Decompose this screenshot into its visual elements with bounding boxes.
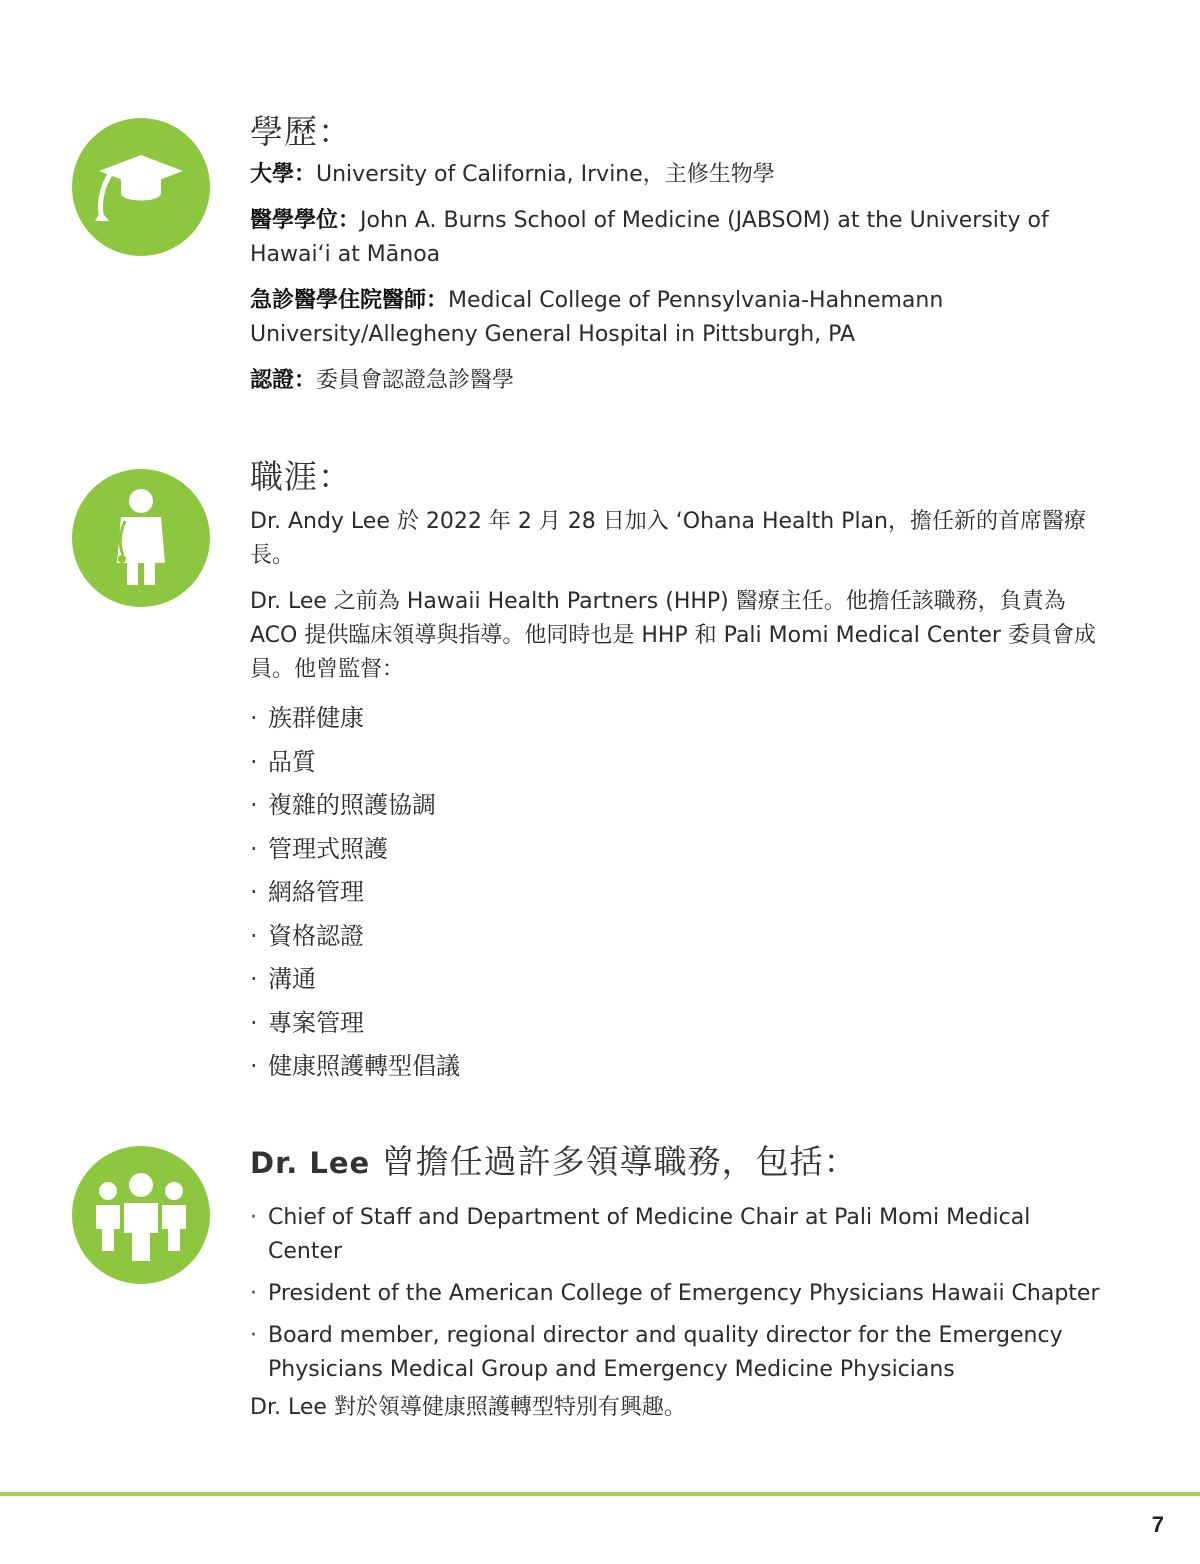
career-content [250, 455, 1110, 1089]
leadership-roles-list [250, 1201, 1110, 1387]
education-residency [250, 284, 1110, 352]
list-item: · Board member, regional director and quality director for the Emergency Physicians Medical Group and Emergency Medicine Physicians [250, 1319, 1110, 1387]
education-university [250, 158, 1110, 192]
leadership-heading-cn: 曾擔任過許多領導職務，包括： [381, 1142, 858, 1181]
education-certification-label: 認證： [250, 368, 317, 393]
education-university-value: University of California, Irvine，主修生物學 [316, 162, 775, 187]
education-heading: 學歷： [250, 112, 352, 151]
career-heading: 職涯： [250, 457, 352, 496]
education-icon-circle [72, 118, 210, 256]
list-item: · 溝通 [250, 958, 1110, 1002]
list-item: · 管理式照護 [250, 828, 1110, 872]
list-item: · 網絡管理 [250, 871, 1110, 915]
leadership-heading [250, 1140, 1110, 1185]
education-content [250, 110, 1110, 398]
graduation-cap-icon [91, 137, 191, 237]
group-icon [86, 1165, 196, 1265]
list-item: · 品質 [250, 741, 1110, 785]
leadership-content [250, 1140, 1110, 1425]
education-medical-degree-label: 醫學學位： [250, 208, 361, 233]
career-paragraph-2: Dr. Lee 之前為 Hawaii Health Partners (HHP) 醫療主任。他擔任該職務，負責為 ACO 提供臨床領導與指導。他同時也是 HHP 和 Pali Momi Medical Center 委員會成員。他曾監督： [250, 589, 1096, 682]
education-certification-value: 委員會認證急診醫學 [316, 368, 515, 393]
leadership-heading-en: Dr. Lee [250, 1146, 371, 1180]
career-oversight-list [250, 697, 1110, 1089]
list-item: · 專案管理 [250, 1002, 1110, 1046]
education-medical-degree-value: John A. Burns School of Medicine (JABSOM) at the University of Hawai‘i at Mānoa [250, 208, 1049, 267]
education-certification [250, 364, 1110, 398]
career-icon-circle [72, 469, 210, 607]
footer-rule [0, 1492, 1200, 1496]
list-item: · 族群健康 [250, 697, 1110, 741]
list-item: · 複雜的照護協調 [250, 784, 1110, 828]
education-residency-label: 急診醫學住院醫師： [250, 288, 449, 313]
education-medical-degree [250, 204, 1110, 272]
career-paragraph-1: Dr. Andy Lee 於 2022 年 2 月 28 日加入 ‘Ohana Health Plan，擔任新的首席醫療長。 [250, 509, 1086, 568]
page-number: 7 [1151, 1512, 1164, 1537]
education-residency-value: Medical College of Pennsylvania-Hahnemann University/Allegheny General Hospital in Pittsburgh, PA [250, 288, 944, 347]
doctor-icon [91, 483, 191, 593]
leadership-icon-circle [72, 1146, 210, 1284]
list-item: · 資格認證 [250, 915, 1110, 959]
list-item: · 健康照護轉型倡議 [250, 1045, 1110, 1089]
leadership-closing: Dr. Lee 對於領導健康照護轉型特別有興趣。 [250, 1395, 686, 1420]
education-university-label: 大學： [250, 162, 317, 187]
list-item: · Chief of Staff and Department of Medicine Chair at Pali Momi Medical Center [250, 1201, 1110, 1269]
list-item: · President of the American College of Emergency Physicians Hawaii Chapter [250, 1277, 1110, 1311]
